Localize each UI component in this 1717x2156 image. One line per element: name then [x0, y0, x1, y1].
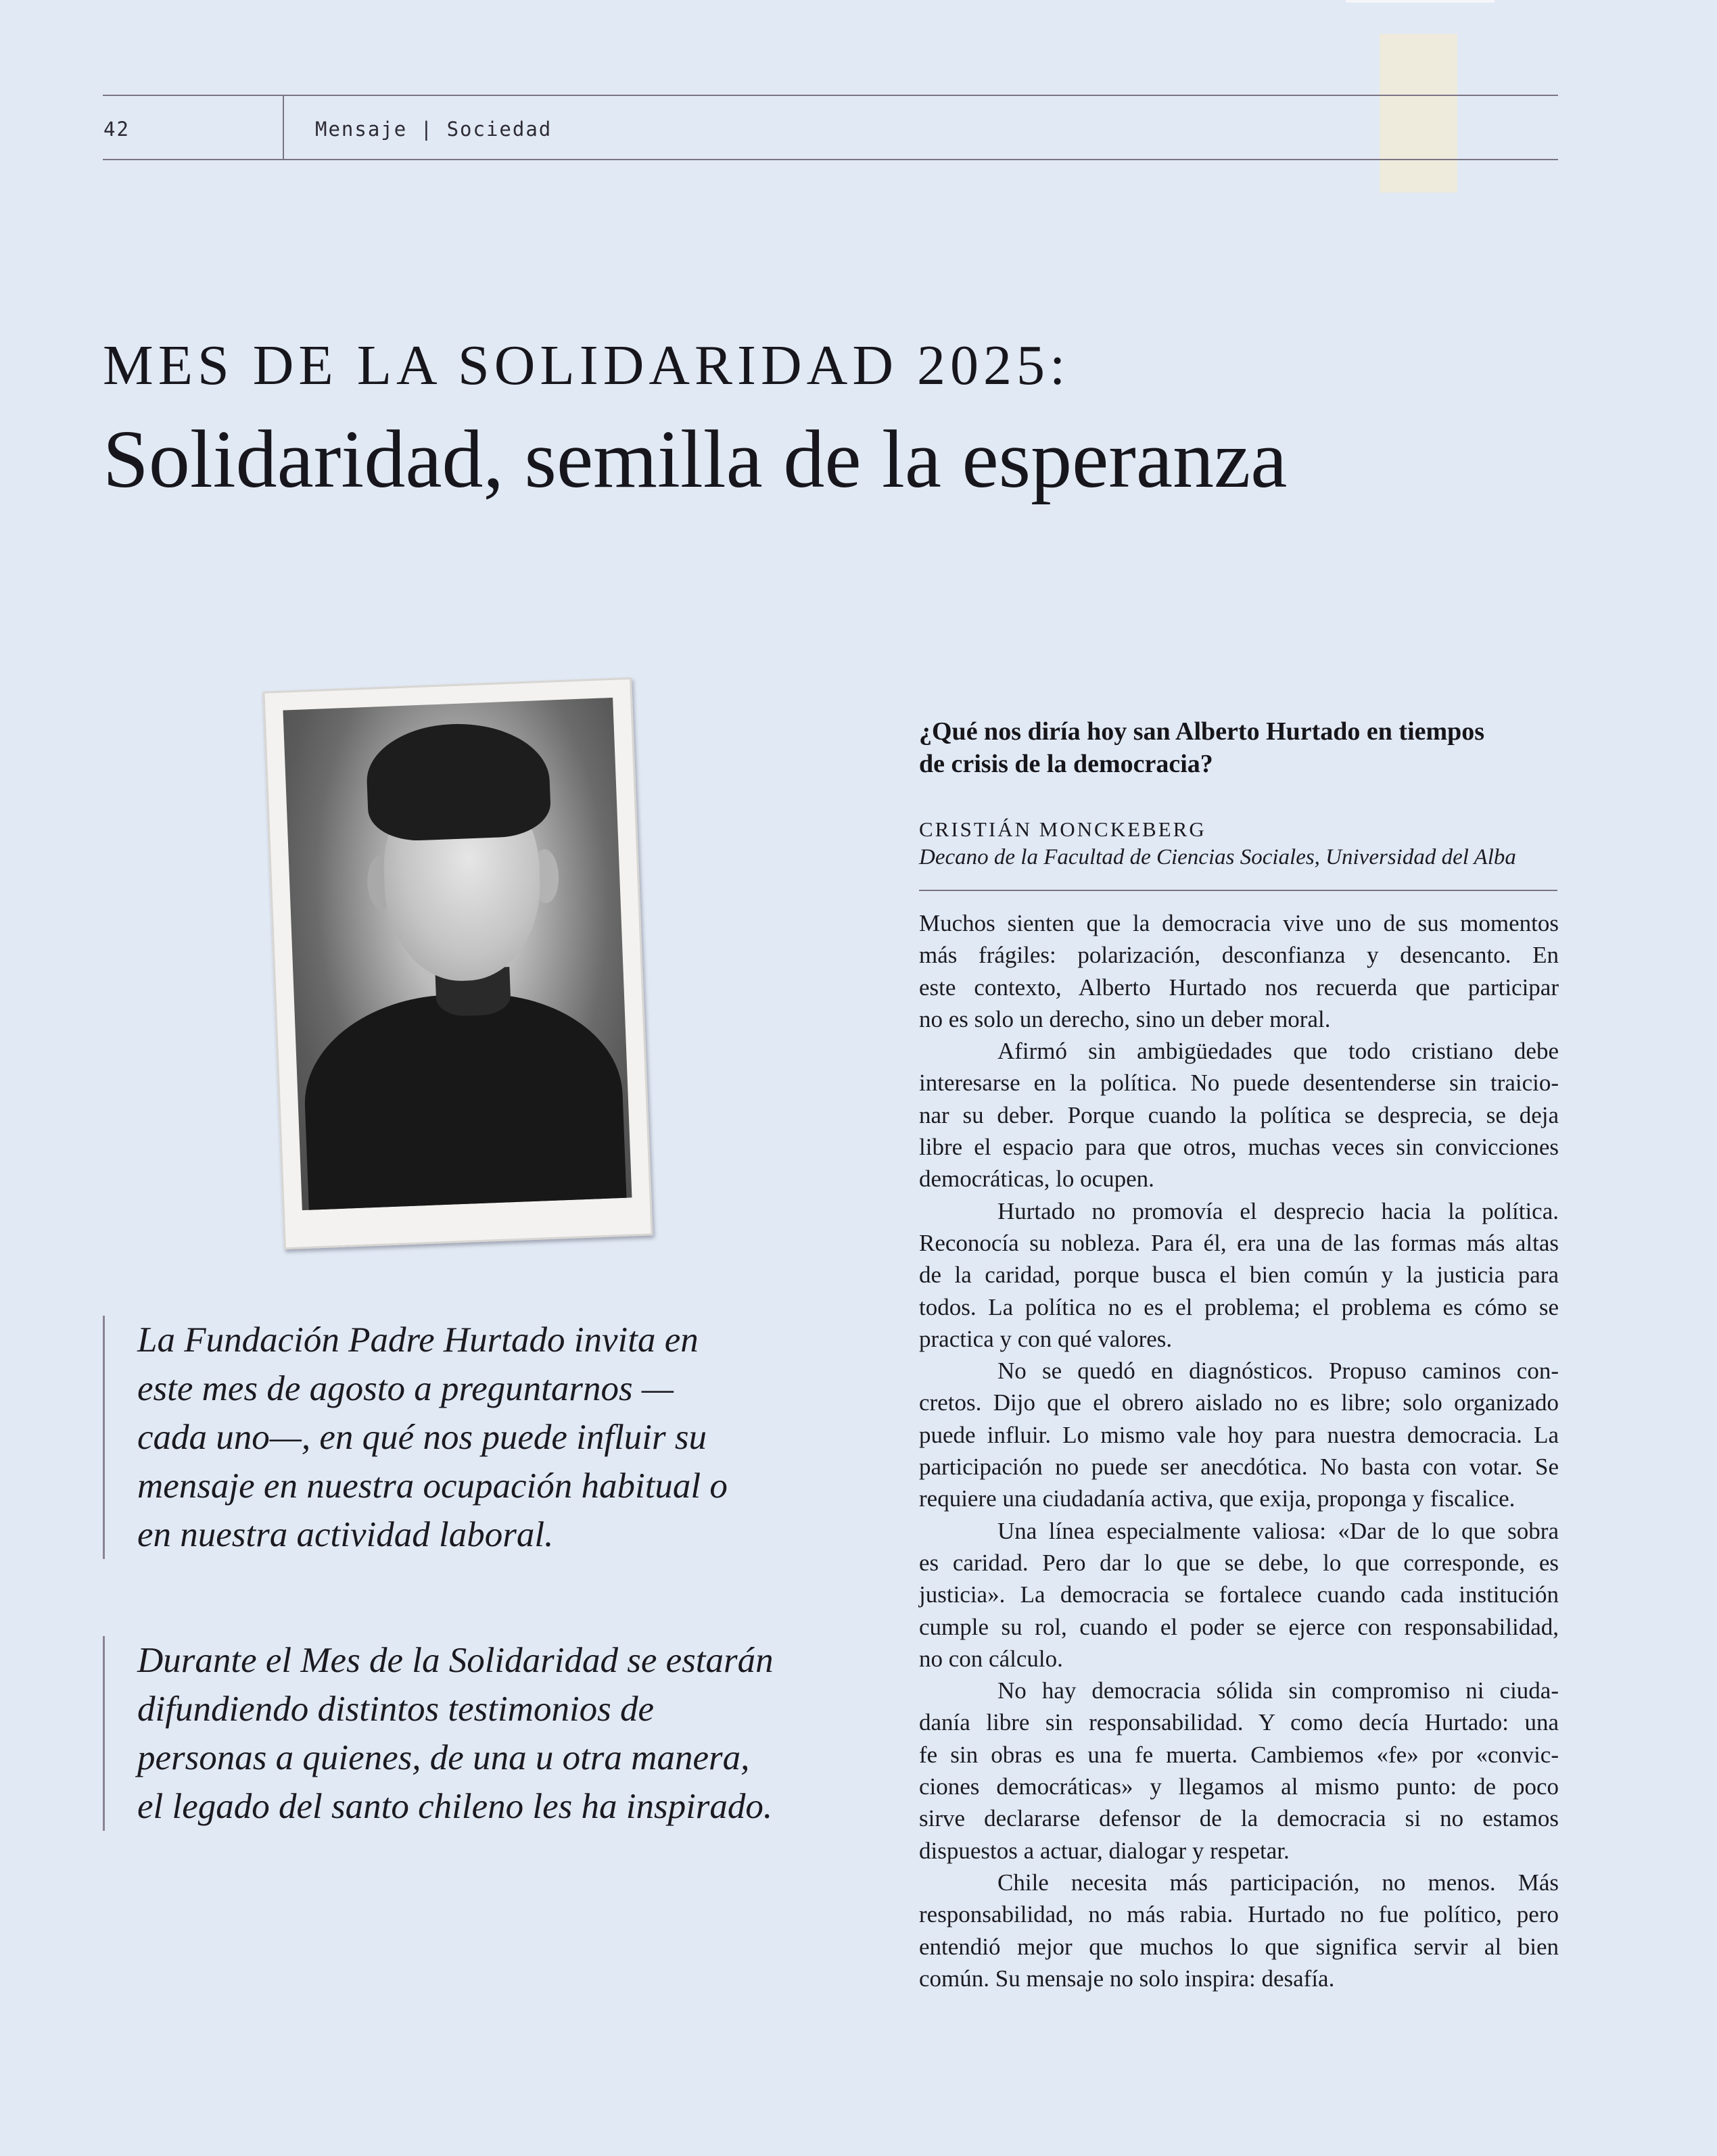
body-line: participación no puede ser anecdótica. No basta con votar. Se — [919, 1454, 1559, 1481]
body-line: No hay democracia sólida sin compromiso ni ciuda- — [997, 1677, 1559, 1704]
body-line: cumple su rol, cuando el poder se ejerce con responsabilidad, — [919, 1613, 1559, 1640]
pullquote-invitation — [103, 1316, 814, 1559]
body-line: fe sin obras es una fe muerta. Cambiemos «fe» por «convic- — [919, 1741, 1559, 1768]
body-line: cretos. Dijo que el obrero aislado no es libre; solo organizado — [919, 1389, 1559, 1416]
page-number: 42 — [103, 118, 130, 141]
pullquote-line: personas a quienes, de una u otra manera, — [137, 1738, 750, 1777]
body-line: puede influir. Lo mismo vale hoy para nuestra democracia. La — [919, 1421, 1559, 1448]
body-line: Una línea especialmente valiosa: «Dar de lo que sobra — [997, 1517, 1559, 1544]
photo-cassock — [301, 988, 628, 1210]
pullquote-line: este mes de agosto a preguntarnos — — [137, 1369, 674, 1408]
body-line: justicia». La democracia se fortalece cuando cada institución — [919, 1581, 1559, 1608]
body-line: No se quedó en diagnósticos. Propuso caminos con- — [997, 1358, 1559, 1385]
body-line: común. Su mensaje no solo inspira: desafía. — [919, 1965, 1335, 1992]
body-line: no con cálculo. — [919, 1645, 1063, 1672]
body-line: Reconocía su nobleza. Para él, era una de las formas más altas — [919, 1229, 1559, 1256]
portrait-photo-frame — [262, 677, 653, 1249]
title-kicker: MES DE LA SOLIDARIDAD 2025: — [103, 334, 1071, 397]
body-line: es caridad. Pero dar lo que se debe, lo que corresponde, es — [919, 1549, 1559, 1576]
body-line: de la caridad, porque busca el bien común y la justicia para — [919, 1262, 1559, 1289]
cream-bookmark-tab — [1380, 34, 1457, 193]
header-rule-top — [103, 95, 1558, 96]
section-label: Mensaje | Sociedad — [315, 118, 552, 141]
header-divider — [283, 95, 284, 160]
author-divider — [919, 890, 1557, 891]
body-line: responsabilidad, no más rabia. Hurtado no fue político, pero — [919, 1901, 1559, 1928]
photo-hair — [365, 721, 552, 842]
pullquote-line: Durante el Mes de la Solidaridad se estarán — [137, 1641, 774, 1680]
body-line: entendió mejor que muchos lo que significa servir al bien — [919, 1933, 1559, 1960]
article-body — [919, 907, 1559, 1994]
pullquote-line: el legado del santo chileno les ha inspirado. — [137, 1787, 773, 1826]
body-line: requiere una ciudadanía activa, que exija, proponga y fiscalice. — [919, 1485, 1515, 1512]
body-line: danía libre sin responsabilidad. Y como decía Hurtado: una — [919, 1709, 1559, 1736]
question-line: de crisis de la democracia? — [919, 750, 1213, 778]
body-line: este contexto, Alberto Hurtado nos recuerda que participar — [919, 974, 1559, 1001]
body-line: Muchos sienten que la democracia vive uno de sus momentos — [919, 910, 1559, 936]
body-line: nar su deber. Porque cuando la política se desprecia, se deja — [919, 1101, 1559, 1128]
top-edge-tab — [1346, 0, 1495, 3]
header-rule-bottom — [103, 159, 1558, 160]
pullquote-line: mensaje en nuestra ocupación habitual o — [137, 1466, 728, 1506]
body-line: Chile necesita más participación, no menos. Más — [997, 1869, 1559, 1896]
pullquote-line: cada uno—, en qué nos puede influir su — [137, 1418, 707, 1457]
body-line: libre el espacio para que otros, muchas veces sin convicciones — [919, 1134, 1559, 1161]
body-line: Afirmó sin ambigüedades que todo cristiano debe — [997, 1038, 1559, 1065]
body-line: interesarse en la política. No puede desentenderse sin traicio- — [919, 1070, 1559, 1097]
portrait-photo — [283, 698, 632, 1210]
pullquote-line: en nuestra actividad laboral. — [137, 1515, 554, 1554]
question-line: ¿Qué nos diría hoy san Alberto Hurtado en tiempos — [919, 717, 1485, 746]
article-question — [919, 715, 1484, 780]
pullquote-line: difundiendo distintos testimonios de — [137, 1690, 655, 1729]
body-line: no es solo un derecho, sino un deber moral. — [919, 1005, 1331, 1032]
body-line: más frágiles: polarización, desconfianza y desencanto. En — [919, 942, 1559, 969]
body-line: dispuestos a actuar, dialogar y respetar. — [919, 1837, 1290, 1864]
body-line: ciones democráticas» y llegamos al mismo punto: de poco — [919, 1773, 1559, 1800]
pullquote-testimonies — [103, 1636, 814, 1831]
headline: Solidaridad, semilla de la esperanza — [103, 414, 1288, 505]
author-role: Decano de la Facultad de Ciencias Sociales, Universidad del Alba — [919, 845, 1516, 869]
author-name: CRISTIÁN MONCKEBERG — [919, 817, 1206, 841]
pullquote-line: La Fundación Padre Hurtado invita en — [137, 1320, 699, 1360]
body-line: democráticas, lo ocupen. — [919, 1166, 1154, 1193]
body-line: practica y con qué valores. — [919, 1325, 1173, 1352]
body-line: todos. La política no es el problema; el problema es cómo se — [919, 1293, 1559, 1320]
body-line: Hurtado no promovía el desprecio hacia la política. — [997, 1197, 1559, 1224]
body-line: sirve declararse defensor de la democracia si no estamos — [919, 1805, 1559, 1832]
